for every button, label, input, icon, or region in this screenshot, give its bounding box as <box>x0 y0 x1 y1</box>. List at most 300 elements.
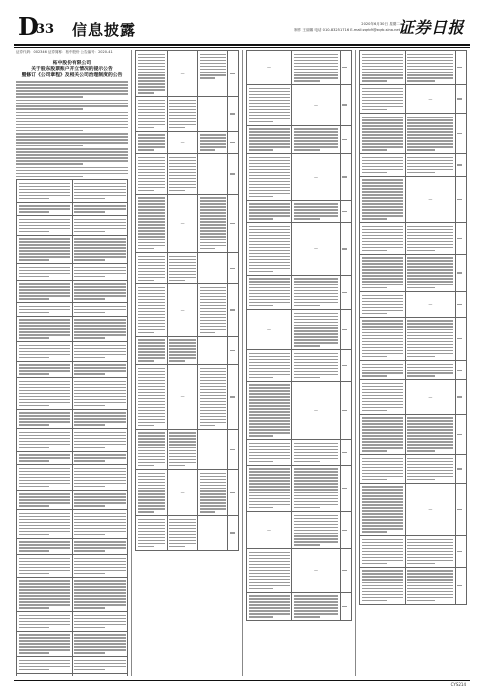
text-line <box>294 446 339 447</box>
text-line <box>362 72 404 73</box>
text-line <box>200 149 216 150</box>
table-cell <box>247 223 292 275</box>
text-line <box>74 412 126 413</box>
text-line <box>457 272 462 273</box>
text-line <box>74 486 105 487</box>
text-line <box>457 585 462 586</box>
text-line <box>16 176 83 177</box>
table-cell <box>136 154 168 194</box>
table-cell <box>198 253 228 284</box>
table-cell <box>455 414 466 454</box>
text-line <box>407 364 453 365</box>
text-line <box>169 543 195 544</box>
text-line <box>138 407 166 408</box>
text-line <box>294 137 339 138</box>
text-line <box>19 295 71 296</box>
text-line <box>138 351 166 352</box>
table-cell <box>136 365 168 429</box>
table-row <box>247 223 352 275</box>
text-line <box>74 189 126 190</box>
text-line <box>362 600 387 601</box>
text-line <box>74 402 126 403</box>
table-cell <box>72 180 128 203</box>
text-line <box>249 215 290 216</box>
table-cell <box>455 536 466 567</box>
table-row <box>247 125 352 153</box>
text-line <box>200 212 226 213</box>
text-line <box>19 522 71 523</box>
table-cell <box>72 429 128 452</box>
text-line <box>407 226 453 227</box>
text-line <box>294 74 339 75</box>
text-line <box>294 504 339 505</box>
text-line <box>19 454 71 455</box>
text-line <box>138 80 166 81</box>
text-line <box>74 399 126 400</box>
text-line <box>74 354 126 355</box>
text-line <box>138 502 166 503</box>
text-line <box>407 375 434 376</box>
table-cell <box>405 85 455 113</box>
text-line <box>362 106 404 107</box>
masthead-rule-thin <box>14 47 470 48</box>
column-4 <box>359 50 467 676</box>
text-line <box>407 570 453 571</box>
table-cell <box>340 512 351 549</box>
text-line <box>362 160 404 161</box>
text-line <box>407 284 453 285</box>
text-line <box>138 419 166 420</box>
article-title-line-2: 暨修订《公司章程》及相关公司治理制度的公告 <box>21 73 123 79</box>
text-line <box>138 482 166 483</box>
text-line <box>200 72 226 73</box>
footer-rule <box>14 680 470 681</box>
text-line <box>249 203 290 204</box>
text-line <box>16 90 128 91</box>
text-line <box>138 100 166 101</box>
text-line <box>74 621 126 622</box>
text-line <box>19 474 71 475</box>
text-line <box>362 594 404 595</box>
table-cell <box>17 202 73 216</box>
text-line <box>19 567 71 568</box>
text-line <box>138 525 166 526</box>
text-line <box>74 570 126 571</box>
table-cell <box>228 194 239 252</box>
text-line <box>362 260 404 261</box>
text-line <box>19 441 71 442</box>
table-row <box>17 280 128 303</box>
text-line <box>249 414 290 415</box>
text-line <box>249 601 290 602</box>
text-line <box>19 402 71 403</box>
text-line <box>19 357 50 358</box>
text-line <box>74 519 126 520</box>
text-line <box>200 224 226 225</box>
text-line <box>138 413 166 414</box>
text-line <box>294 57 339 58</box>
text-line <box>362 560 404 561</box>
text-line <box>294 209 339 210</box>
text-line <box>169 157 195 158</box>
text-line <box>74 640 126 641</box>
text-line <box>19 270 71 271</box>
text-line <box>407 464 453 465</box>
text-line <box>200 227 226 228</box>
text-line <box>200 505 226 506</box>
table-row <box>136 253 239 284</box>
text-line <box>362 557 404 558</box>
text-line <box>249 417 290 418</box>
text-line <box>74 286 126 287</box>
text-line <box>249 486 290 487</box>
text-line <box>457 98 462 99</box>
text-line <box>200 422 226 423</box>
text-line <box>169 280 185 281</box>
text-line <box>169 160 195 161</box>
text-line <box>138 187 166 188</box>
text-line <box>362 582 404 583</box>
text-line <box>200 326 226 327</box>
text-line <box>74 525 126 526</box>
text-line <box>362 545 404 546</box>
text-line <box>249 262 290 263</box>
text-line <box>362 100 404 101</box>
table-row <box>17 612 128 632</box>
text-line <box>249 564 290 565</box>
text-line <box>362 498 404 499</box>
text-line <box>362 218 387 219</box>
table-row <box>17 538 128 555</box>
text-line <box>138 496 166 497</box>
text-line <box>19 486 50 487</box>
text-line <box>138 124 166 125</box>
text-line <box>19 649 71 650</box>
text-line <box>249 362 290 363</box>
text-line <box>407 582 453 583</box>
text-line <box>16 112 128 113</box>
text-line <box>457 133 462 134</box>
empty-cell-dash: — <box>428 301 433 307</box>
text-line <box>249 115 290 116</box>
table-row <box>360 154 467 177</box>
text-line <box>19 652 50 653</box>
text-line <box>362 149 387 150</box>
text-line <box>362 579 404 580</box>
text-line <box>362 57 404 58</box>
text-line <box>169 163 195 164</box>
table-row <box>17 202 128 216</box>
text-line <box>407 557 453 558</box>
text-line <box>362 235 404 236</box>
text-line <box>407 140 453 141</box>
text-line <box>138 459 166 460</box>
text-line <box>19 412 71 413</box>
table-cell <box>17 555 73 578</box>
text-line <box>19 306 71 307</box>
text-line <box>138 329 166 330</box>
table-cell <box>247 51 292 85</box>
text-line <box>230 173 235 174</box>
text-line <box>74 615 126 616</box>
contact-line: 制作 王丽娜 电话 010-83251716 E-mail:zqrb9@zqrb.sina.net <box>294 28 400 32</box>
text-line <box>342 248 347 249</box>
text-line <box>294 480 339 481</box>
text-line <box>74 550 105 551</box>
text-line <box>230 350 235 351</box>
text-line <box>249 489 290 490</box>
text-line <box>407 458 453 459</box>
text-line <box>138 456 166 457</box>
table-row <box>17 657 128 674</box>
text-line <box>362 417 404 418</box>
text-line <box>169 181 195 182</box>
table-cell <box>228 429 239 469</box>
text-line <box>19 615 71 616</box>
text-line <box>249 134 290 135</box>
table-row <box>17 342 128 362</box>
text-line <box>138 374 166 375</box>
text-line <box>249 157 290 158</box>
text-line <box>138 69 166 70</box>
text-line <box>19 345 71 346</box>
text-line <box>200 293 226 294</box>
text-line <box>407 131 453 132</box>
text-line <box>249 449 290 450</box>
text-line <box>19 328 71 329</box>
text-line <box>74 583 126 584</box>
table-cell <box>360 414 406 454</box>
text-line <box>200 392 226 393</box>
text-line <box>19 570 71 571</box>
text-line <box>74 267 126 268</box>
text-line <box>74 241 126 242</box>
text-line <box>19 516 71 517</box>
text-line <box>249 570 290 571</box>
text-line <box>169 124 195 125</box>
empty-cell-dash: — <box>180 140 185 146</box>
text-line <box>200 242 226 243</box>
text-line <box>16 121 128 122</box>
text-line <box>362 272 404 273</box>
text-line <box>200 200 226 201</box>
text-line <box>362 461 404 462</box>
text-line <box>407 146 453 147</box>
text-line <box>249 483 290 484</box>
text-line <box>362 137 404 138</box>
table-row <box>136 516 239 550</box>
text-line <box>74 298 105 299</box>
text-line <box>138 410 166 411</box>
text-line <box>294 342 339 343</box>
text-line <box>249 163 290 164</box>
text-line <box>362 353 404 354</box>
table-cell <box>17 657 73 674</box>
text-line <box>457 238 462 239</box>
text-line <box>249 595 290 596</box>
text-line <box>138 233 166 234</box>
table-row <box>17 361 128 378</box>
table-cell <box>292 465 341 511</box>
table-row <box>360 455 467 483</box>
table-row <box>360 51 467 85</box>
table-cell <box>247 200 292 223</box>
text-line <box>407 441 453 442</box>
text-line <box>362 372 404 373</box>
text-line <box>362 548 404 549</box>
table-cell <box>360 455 406 483</box>
text-line <box>74 516 126 517</box>
text-line <box>249 396 290 397</box>
text-line <box>19 589 71 590</box>
text-line <box>16 148 128 149</box>
text-line <box>407 423 453 424</box>
text-line <box>138 465 155 466</box>
text-line <box>169 342 195 343</box>
text-line <box>138 404 166 405</box>
text-line <box>362 215 404 216</box>
text-line <box>362 125 404 126</box>
table-cell <box>17 451 73 465</box>
text-line <box>362 77 404 78</box>
text-line <box>200 245 226 246</box>
text-line <box>74 309 126 310</box>
text-line <box>138 268 166 269</box>
text-line <box>249 218 274 219</box>
text-line <box>74 669 105 670</box>
text-line <box>74 435 126 436</box>
text-line <box>200 490 226 491</box>
table-cell <box>167 516 197 550</box>
text-line <box>407 329 453 330</box>
text-line <box>138 546 155 547</box>
text-line <box>249 471 290 472</box>
text-line <box>249 405 290 406</box>
text-line <box>200 479 226 480</box>
text-line <box>200 314 226 315</box>
text-line <box>407 69 453 70</box>
text-line <box>16 145 83 146</box>
text-line <box>362 435 404 436</box>
table-cell <box>72 555 128 578</box>
text-line <box>74 222 126 223</box>
table-cell <box>17 577 73 611</box>
text-line <box>200 386 226 387</box>
text-line <box>294 143 339 144</box>
text-line <box>200 206 226 207</box>
text-line <box>362 551 404 552</box>
text-line <box>407 166 453 167</box>
table-row <box>17 465 128 490</box>
paragraph <box>16 100 128 110</box>
text-line <box>294 498 339 499</box>
text-line <box>138 422 166 423</box>
text-line <box>16 115 128 116</box>
text-line <box>19 573 50 574</box>
text-line <box>407 438 453 439</box>
text-line <box>294 449 339 450</box>
text-line <box>169 540 195 541</box>
text-line <box>407 74 453 75</box>
text-line <box>342 488 347 489</box>
table-cell <box>340 275 351 309</box>
text-line <box>19 457 71 458</box>
text-line <box>138 511 155 512</box>
text-line <box>74 337 105 338</box>
text-line <box>457 434 462 435</box>
text-line <box>294 607 339 608</box>
text-line <box>138 314 166 315</box>
text-line <box>362 441 404 442</box>
text-line <box>362 247 404 248</box>
text-line <box>19 447 50 448</box>
table-cell <box>292 200 341 223</box>
text-line <box>249 278 290 279</box>
text-line <box>74 396 126 397</box>
text-line <box>138 109 166 110</box>
text-line <box>294 313 339 314</box>
text-line <box>200 236 226 237</box>
text-line <box>19 525 71 526</box>
table-cell <box>72 451 128 465</box>
text-line <box>230 223 235 224</box>
table-cell <box>360 380 406 414</box>
text-line <box>138 127 155 128</box>
table-cell <box>292 309 341 349</box>
text-line <box>138 543 166 544</box>
text-line <box>407 125 453 126</box>
text-line <box>19 331 71 332</box>
table-cell <box>360 567 406 604</box>
comparison-table <box>246 50 352 621</box>
text-line <box>19 547 71 548</box>
text-line <box>294 218 321 219</box>
column-2 <box>135 50 239 676</box>
section-title: 信息披露 <box>72 21 137 39</box>
text-line <box>249 209 290 210</box>
text-line <box>74 547 126 548</box>
paragraph <box>16 148 128 164</box>
text-line <box>407 370 453 371</box>
text-line <box>342 329 347 330</box>
text-line <box>74 259 105 260</box>
text-line <box>294 287 339 288</box>
table-cell <box>292 85 341 125</box>
text-line <box>407 63 453 64</box>
text-line <box>74 238 126 239</box>
text-line <box>138 342 166 343</box>
text-line <box>407 435 453 436</box>
text-line <box>74 312 105 313</box>
text-line <box>249 146 290 147</box>
text-line <box>407 235 453 236</box>
text-line <box>19 222 71 223</box>
article-header <box>16 61 128 80</box>
text-line <box>74 418 126 419</box>
text-line <box>74 624 126 625</box>
text-line <box>169 115 195 116</box>
text-line <box>16 154 128 155</box>
table-cell <box>405 154 455 177</box>
text-line <box>19 592 71 593</box>
text-line <box>362 278 404 279</box>
text-line <box>249 507 274 508</box>
text-line <box>138 485 166 486</box>
table-cell <box>198 131 228 154</box>
text-line <box>19 195 71 196</box>
text-line <box>19 325 71 326</box>
text-line <box>407 332 453 333</box>
